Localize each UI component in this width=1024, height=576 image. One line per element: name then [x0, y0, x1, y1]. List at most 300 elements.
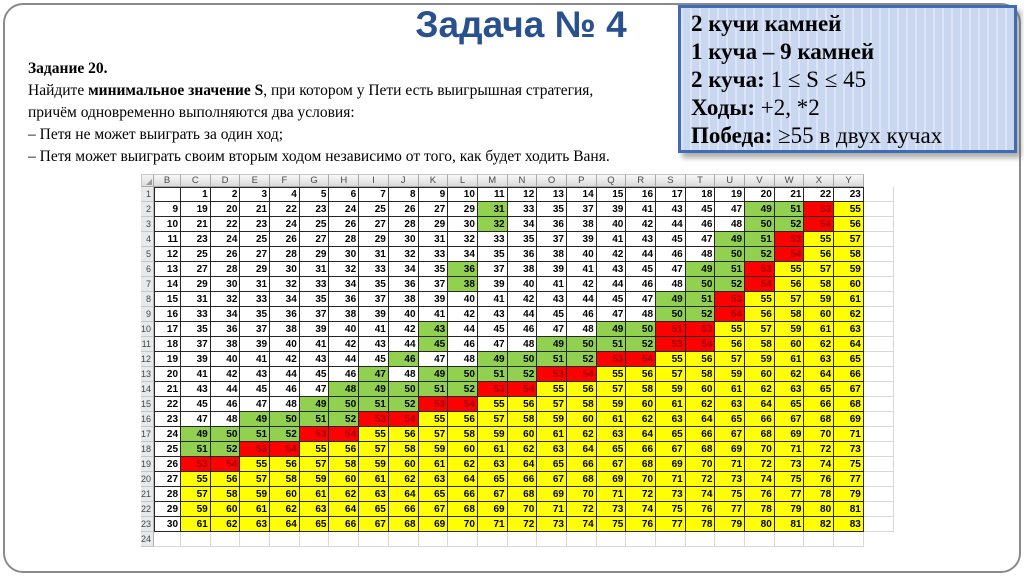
- table-cell: 69: [775, 427, 805, 442]
- table-cell: 58: [270, 472, 300, 487]
- table-cell: 40: [270, 337, 300, 352]
- table-cell: 76: [686, 502, 716, 517]
- table-cell: 37: [478, 262, 508, 277]
- table-cell: 37: [419, 277, 449, 292]
- empty-cell: [864, 397, 894, 412]
- row-header-3: 3: [141, 217, 154, 232]
- column-header-P: P: [567, 174, 597, 187]
- table-cell: 36: [537, 217, 567, 232]
- pile1-value: 15: [154, 292, 181, 307]
- table-cell: 41: [240, 352, 270, 367]
- table-cell: 45: [656, 232, 686, 247]
- table-cell: 60: [329, 472, 359, 487]
- table-cell: 44: [597, 277, 627, 292]
- table-cell: 33: [359, 262, 389, 277]
- empty-cell: [359, 532, 389, 547]
- column-header-W: W: [775, 174, 805, 187]
- table-cell: 33: [181, 307, 211, 322]
- table-cell: 42: [211, 367, 241, 382]
- s-value-header: 9: [419, 187, 449, 202]
- slide-title: Задача № 4: [415, 4, 627, 45]
- table-cell: 27: [240, 247, 270, 262]
- task-condition-1: – Петя не может выиграть за один ход;: [28, 126, 284, 143]
- row-header-6: 6: [141, 262, 154, 277]
- column-header-T: T: [686, 174, 716, 187]
- table-cell: 63: [419, 472, 449, 487]
- table-cell: 33: [300, 277, 330, 292]
- table-cell: 45: [626, 262, 656, 277]
- table-cell: 60: [626, 397, 656, 412]
- table-cell: 52: [389, 397, 419, 412]
- empty-cell: [864, 352, 894, 367]
- table-cell: 61: [537, 427, 567, 442]
- table-cell: 44: [626, 247, 656, 262]
- pile1-value: 22: [154, 397, 181, 412]
- table-cell: 68: [626, 457, 656, 472]
- table-cell: 58: [626, 382, 656, 397]
- table-cell: 56: [745, 307, 775, 322]
- table-cell: 29: [240, 262, 270, 277]
- s-value-header: 5: [300, 187, 330, 202]
- table-cell: 52: [745, 247, 775, 262]
- table-cell: 63: [478, 457, 508, 472]
- spreadsheet: [141, 174, 894, 547]
- table-cell: 53: [537, 367, 567, 382]
- table-cell: 70: [626, 472, 656, 487]
- table-cell: 63: [834, 322, 864, 337]
- pile1-value: 27: [154, 472, 181, 487]
- table-cell: 54: [686, 337, 716, 352]
- table-cell: 42: [626, 217, 656, 232]
- pile1-value: 23: [154, 412, 181, 427]
- table-cell: 66: [329, 517, 359, 532]
- table-cell: 55: [240, 457, 270, 472]
- table-cell: 60: [775, 337, 805, 352]
- table-cell: 37: [300, 307, 330, 322]
- table-cell: 70: [567, 487, 597, 502]
- table-cell: 61: [834, 292, 864, 307]
- table-cell: 46: [686, 217, 716, 232]
- table-cell: 71: [775, 442, 805, 457]
- empty-cell: [864, 457, 894, 472]
- table-cell: 31: [359, 247, 389, 262]
- table-cell: 69: [715, 442, 745, 457]
- row-header-18: 18: [141, 442, 154, 457]
- pile1-value: 29: [154, 502, 181, 517]
- pile1-value: 13: [154, 262, 181, 277]
- table-cell: 66: [448, 487, 478, 502]
- table-cell: 39: [240, 337, 270, 352]
- pile1-value: 17: [154, 322, 181, 337]
- table-cell: 46: [211, 397, 241, 412]
- empty-cell: [300, 532, 330, 547]
- s-value-header: 18: [686, 187, 716, 202]
- table-cell: 69: [478, 502, 508, 517]
- table-cell: 59: [745, 352, 775, 367]
- table-cell: 59: [240, 487, 270, 502]
- table-cell: 68: [745, 427, 775, 442]
- table-cell: 44: [567, 292, 597, 307]
- table-cell: 44: [270, 367, 300, 382]
- table-cell: 57: [300, 457, 330, 472]
- table-cell: 55: [478, 397, 508, 412]
- row-header-4: 4: [141, 232, 154, 247]
- table-cell: 35: [240, 307, 270, 322]
- table-cell: 49: [597, 322, 627, 337]
- row-header-2: 2: [141, 202, 154, 217]
- row-header-11: 11: [141, 337, 154, 352]
- task-condition-2: – Петя может выиграть своим вторым ходом независимо от того, как будет ходить Ваня.: [28, 148, 610, 165]
- table-cell: 79: [775, 502, 805, 517]
- task-heading: Задание 20.: [28, 60, 108, 77]
- table-cell: 54: [508, 382, 538, 397]
- table-cell: 39: [181, 352, 211, 367]
- table-cell: 66: [626, 442, 656, 457]
- column-header-R: R: [626, 174, 656, 187]
- s-value-header: 15: [597, 187, 627, 202]
- table-cell: 57: [419, 427, 449, 442]
- table-cell: 72: [508, 517, 538, 532]
- table-cell: 57: [715, 352, 745, 367]
- table-cell: 68: [508, 487, 538, 502]
- table-cell: 52: [567, 352, 597, 367]
- table-cell: 59: [419, 442, 449, 457]
- empty-cell: [448, 532, 478, 547]
- table-cell: 54: [270, 442, 300, 457]
- table-cell: 48: [508, 337, 538, 352]
- column-header-X: X: [804, 174, 834, 187]
- s-value-header: 8: [389, 187, 419, 202]
- column-header-D: D: [211, 174, 241, 187]
- table-cell: 53: [715, 292, 745, 307]
- empty-cell: [537, 532, 567, 547]
- empty-cell: [389, 532, 419, 547]
- table-cell: 67: [359, 517, 389, 532]
- table-cell: 83: [834, 517, 864, 532]
- table-cell: 47: [240, 397, 270, 412]
- table-cell: 40: [567, 247, 597, 262]
- table-cell: 62: [211, 517, 241, 532]
- empty-cell: [864, 202, 894, 217]
- pile1-value: 24: [154, 427, 181, 442]
- table-cell: 43: [240, 367, 270, 382]
- table-cell: 48: [567, 322, 597, 337]
- table-cell: 67: [775, 412, 805, 427]
- table-cell: 34: [270, 292, 300, 307]
- table-cell: 44: [448, 322, 478, 337]
- table-cell: 81: [775, 517, 805, 532]
- table-cell: 51: [745, 232, 775, 247]
- table-cell: 63: [597, 427, 627, 442]
- table-cell: 59: [715, 367, 745, 382]
- column-header-I: I: [359, 174, 389, 187]
- table-cell: 28: [389, 217, 419, 232]
- cell-A1: [154, 187, 181, 202]
- table-cell: 66: [745, 412, 775, 427]
- table-cell: 57: [775, 292, 805, 307]
- table-cell: 66: [834, 367, 864, 382]
- table-cell: 47: [715, 202, 745, 217]
- table-cell: 62: [329, 487, 359, 502]
- table-cell: 48: [686, 247, 716, 262]
- s-value-header: 16: [626, 187, 656, 202]
- column-header-H: H: [329, 174, 359, 187]
- table-cell: 52: [715, 277, 745, 292]
- s-value-header: 3: [240, 187, 270, 202]
- column-header-G: G: [300, 174, 330, 187]
- table-cell: 74: [686, 487, 716, 502]
- table-cell: 63: [656, 412, 686, 427]
- table-cell: 59: [656, 382, 686, 397]
- table-cell: 35: [478, 247, 508, 262]
- conditions-box-line: 2 кучи камней: [691, 11, 842, 36]
- table-cell: 32: [211, 292, 241, 307]
- table-cell: 65: [419, 487, 449, 502]
- table-cell: 63: [359, 487, 389, 502]
- table-cell: 55: [804, 232, 834, 247]
- table-cell: 69: [834, 412, 864, 427]
- table-cell: 40: [389, 307, 419, 322]
- table-cell: 68: [448, 502, 478, 517]
- table-cell: 52: [626, 337, 656, 352]
- table-cell: 42: [448, 307, 478, 322]
- table-cell: 65: [715, 412, 745, 427]
- row-header-24: 24: [141, 532, 154, 547]
- table-cell: 59: [300, 472, 330, 487]
- table-cell: 54: [567, 367, 597, 382]
- table-cell: 70: [745, 442, 775, 457]
- table-cell: 44: [389, 337, 419, 352]
- row-header-9: 9: [141, 307, 154, 322]
- table-cell: 30: [211, 277, 241, 292]
- table-cell: 34: [211, 307, 241, 322]
- table-cell: 56: [686, 352, 716, 367]
- conditions-box-line: Ходы: +2, *2: [691, 95, 820, 120]
- table-cell: 58: [567, 397, 597, 412]
- table-cell: 29: [359, 232, 389, 247]
- table-cell: 70: [804, 427, 834, 442]
- table-cell: 60: [508, 427, 538, 442]
- table-cell: 63: [804, 352, 834, 367]
- table-cell: 47: [419, 352, 449, 367]
- table-cell: 31: [181, 292, 211, 307]
- table-cell: 44: [656, 217, 686, 232]
- table-cell: 21: [181, 217, 211, 232]
- table-cell: 67: [834, 382, 864, 397]
- table-cell: 50: [448, 367, 478, 382]
- empty-cell: [864, 367, 894, 382]
- table-cell: 53: [478, 382, 508, 397]
- s-value-header: 4: [270, 187, 300, 202]
- column-header-J: J: [389, 174, 419, 187]
- pile1-value: 9: [154, 202, 181, 217]
- table-cell: 72: [686, 472, 716, 487]
- row-header-8: 8: [141, 292, 154, 307]
- table-cell: 55: [775, 262, 805, 277]
- s-value-header: 2: [211, 187, 241, 202]
- table-cell: 40: [448, 292, 478, 307]
- table-cell: 23: [181, 232, 211, 247]
- empty-cell: [864, 442, 894, 457]
- table-cell: 39: [597, 202, 627, 217]
- table-cell: 58: [804, 277, 834, 292]
- column-header-K: K: [419, 174, 449, 187]
- table-cell: 70: [686, 457, 716, 472]
- table-cell: 48: [448, 352, 478, 367]
- table-cell: 61: [359, 472, 389, 487]
- table-cell: 56: [715, 337, 745, 352]
- table-cell: 71: [656, 472, 686, 487]
- table-cell: 35: [419, 262, 449, 277]
- table-cell: 57: [804, 262, 834, 277]
- empty-cell: [864, 262, 894, 277]
- column-header-U: U: [715, 174, 745, 187]
- table-cell: 60: [834, 277, 864, 292]
- table-cell: 47: [626, 292, 656, 307]
- table-cell: 43: [656, 202, 686, 217]
- table-cell: 80: [804, 502, 834, 517]
- table-cell: 33: [478, 232, 508, 247]
- table-cell: 44: [211, 382, 241, 397]
- table-cell: 64: [389, 487, 419, 502]
- empty-cell: [329, 532, 359, 547]
- s-value-header: 21: [775, 187, 805, 202]
- table-cell: 31: [419, 232, 449, 247]
- table-cell: 36: [389, 277, 419, 292]
- table-cell: 38: [211, 337, 241, 352]
- table-cell: 45: [419, 337, 449, 352]
- table-cell: 38: [270, 322, 300, 337]
- table-cell: 51: [686, 292, 716, 307]
- table-cell: 31: [240, 277, 270, 292]
- table-cell: 75: [597, 517, 627, 532]
- table-cell: 42: [270, 352, 300, 367]
- table-cell: 50: [745, 217, 775, 232]
- table-cell: 34: [389, 262, 419, 277]
- table-cell: 35: [508, 232, 538, 247]
- table-cell: 46: [508, 322, 538, 337]
- table-cell: 38: [389, 292, 419, 307]
- empty-cell: [508, 532, 538, 547]
- table-cell: 32: [389, 247, 419, 262]
- table-cell: 61: [181, 517, 211, 532]
- table-cell: 65: [834, 352, 864, 367]
- table-cell: 79: [715, 517, 745, 532]
- table-cell: 53: [775, 232, 805, 247]
- table-cell: 51: [597, 337, 627, 352]
- table-cell: 68: [804, 412, 834, 427]
- table-cell: 59: [775, 322, 805, 337]
- table-cell: 56: [626, 367, 656, 382]
- table-cell: 33: [419, 247, 449, 262]
- table-cell: 66: [389, 502, 419, 517]
- table-cell: 50: [626, 322, 656, 337]
- table-cell: 54: [626, 352, 656, 367]
- table-cell: 35: [300, 292, 330, 307]
- table-cell: 50: [211, 427, 241, 442]
- column-header-Q: Q: [597, 174, 627, 187]
- table-cell: 55: [181, 472, 211, 487]
- table-cell: 54: [389, 412, 419, 427]
- table-cell: 26: [211, 247, 241, 262]
- table-cell: 50: [329, 397, 359, 412]
- table-cell: 55: [715, 322, 745, 337]
- table-cell: 43: [537, 292, 567, 307]
- table-cell: 62: [686, 397, 716, 412]
- empty-cell: [864, 337, 894, 352]
- table-cell: 43: [359, 337, 389, 352]
- table-cell: 29: [448, 202, 478, 217]
- task-intro-2: причём одновременно выполняются два условия:: [28, 104, 355, 121]
- pile1-value: 18: [154, 337, 181, 352]
- table-cell: 62: [775, 367, 805, 382]
- empty-cell: [626, 532, 656, 547]
- table-cell: 39: [478, 277, 508, 292]
- table-cell: 27: [419, 202, 449, 217]
- table-cell: 30: [270, 262, 300, 277]
- empty-cell: [864, 472, 894, 487]
- table-cell: 55: [597, 367, 627, 382]
- table-cell: 68: [686, 442, 716, 457]
- table-cell: 59: [181, 502, 211, 517]
- table-cell: 58: [389, 442, 419, 457]
- table-cell: 75: [715, 487, 745, 502]
- table-cell: 43: [300, 352, 330, 367]
- s-value-header: 19: [715, 187, 745, 202]
- table-cell: 61: [419, 457, 449, 472]
- table-cell: 41: [597, 232, 627, 247]
- table-cell: 64: [329, 502, 359, 517]
- table-cell: 38: [448, 277, 478, 292]
- task-intro: Найдите минимальное значение S, при котором у Пети есть выигрышная стратегия,: [28, 82, 594, 99]
- table-cell: 72: [567, 502, 597, 517]
- table-cell: 63: [775, 382, 805, 397]
- table-cell: 54: [211, 457, 241, 472]
- empty-cell: [775, 532, 805, 547]
- table-cell: 58: [775, 307, 805, 322]
- table-cell: 47: [359, 367, 389, 382]
- table-cell: 73: [597, 502, 627, 517]
- table-cell: 35: [359, 277, 389, 292]
- pile1-value: 21: [154, 382, 181, 397]
- table-cell: 40: [508, 277, 538, 292]
- row-header-13: 13: [141, 367, 154, 382]
- table-cell: 45: [537, 307, 567, 322]
- table-cell: 51: [181, 442, 211, 457]
- table-cell: 48: [270, 397, 300, 412]
- table-cell: 21: [240, 202, 270, 217]
- table-cell: 74: [804, 457, 834, 472]
- s-value-header: 1: [181, 187, 211, 202]
- table-cell: 62: [448, 457, 478, 472]
- table-cell: 65: [656, 427, 686, 442]
- table-cell: 32: [448, 232, 478, 247]
- table-cell: 28: [211, 262, 241, 277]
- row-header-10: 10: [141, 322, 154, 337]
- table-cell: 64: [508, 457, 538, 472]
- pile1-value: 14: [154, 277, 181, 292]
- row-header-23: 23: [141, 517, 154, 532]
- table-cell: 63: [240, 517, 270, 532]
- table-cell: 52: [270, 427, 300, 442]
- table-cell: 51: [715, 262, 745, 277]
- table-cell: 60: [448, 442, 478, 457]
- table-cell: 56: [270, 457, 300, 472]
- table-cell: 45: [686, 202, 716, 217]
- empty-cell: [864, 412, 894, 427]
- table-cell: 59: [804, 292, 834, 307]
- table-cell: 42: [597, 247, 627, 262]
